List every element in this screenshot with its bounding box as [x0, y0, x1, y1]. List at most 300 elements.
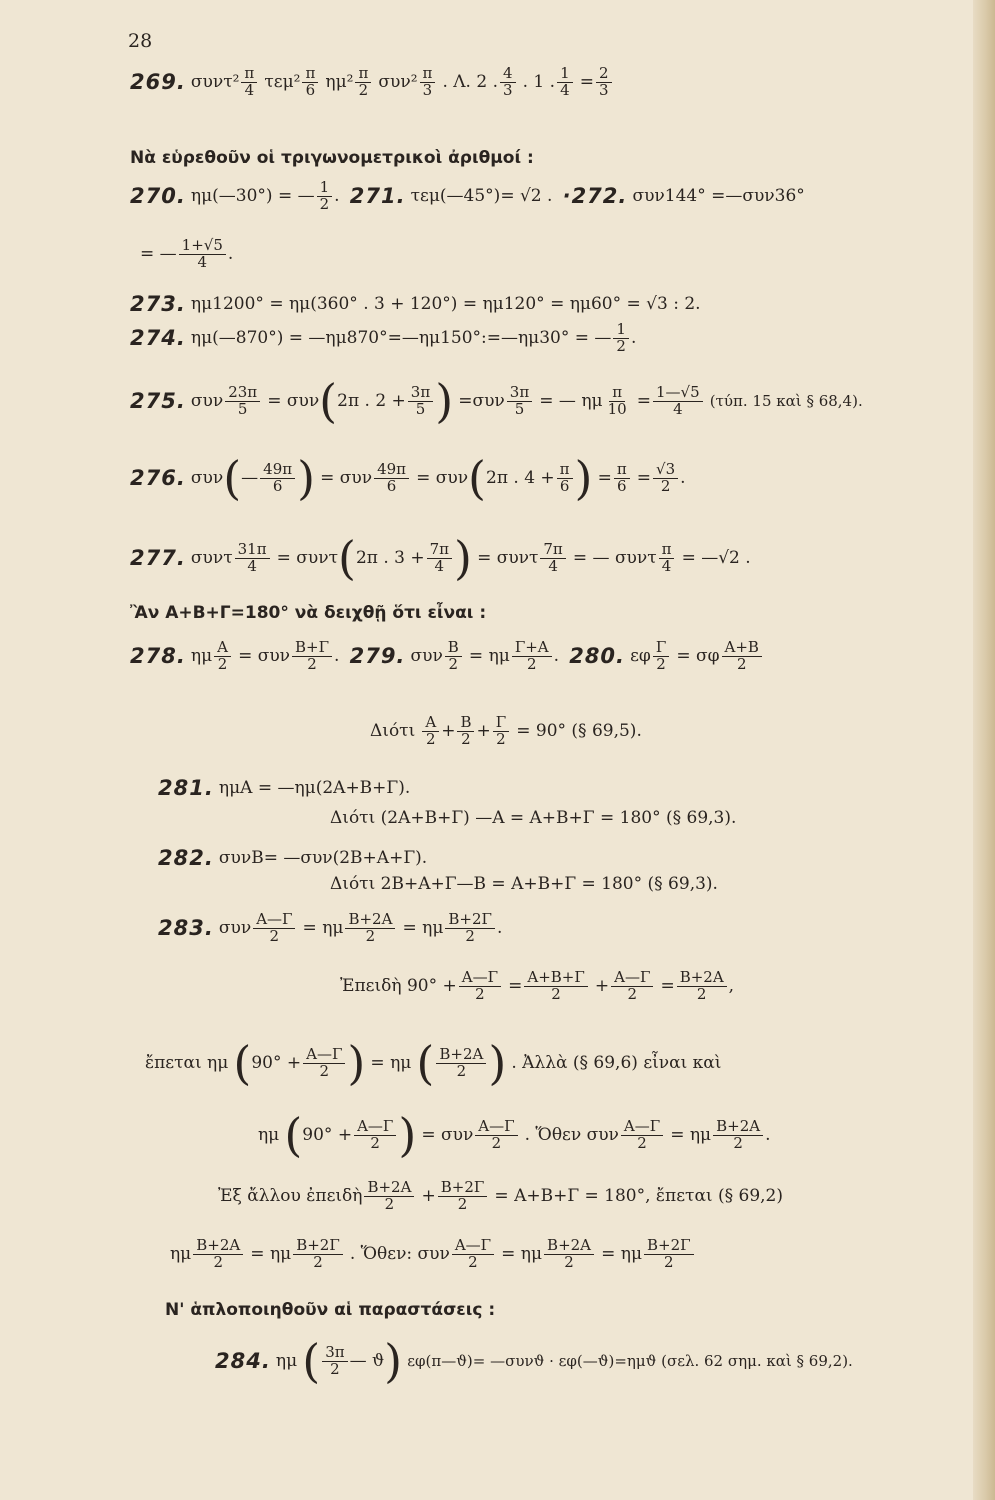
denominator: 6	[559, 476, 570, 495]
fraction	[614, 459, 630, 495]
denominator: 2	[551, 984, 561, 1003]
exercise-277	[130, 531, 751, 585]
expr-text: = συντ	[477, 548, 539, 568]
numerator: 1—√5	[653, 385, 703, 402]
numerator: Β+2Α	[677, 970, 727, 987]
fraction	[225, 382, 260, 418]
numerator: π	[659, 542, 675, 559]
exercise-number: 275.	[130, 389, 186, 413]
paren-left: (	[302, 1334, 321, 1388]
expr-text: = σφ	[676, 646, 720, 667]
numerator: √3	[653, 462, 678, 479]
fraction	[653, 459, 678, 495]
expr-text: . Λ. 2 .	[442, 72, 498, 93]
exercise-283-hence	[258, 1108, 771, 1162]
expr-text: =	[636, 391, 652, 411]
exercise-276	[130, 451, 686, 505]
numerator: Α—Γ	[303, 1047, 345, 1064]
numerator: Α+Β+Γ	[524, 970, 587, 987]
expr-text: = συν	[267, 391, 320, 411]
expr-text: συν	[218, 918, 252, 939]
exercise-number: 278.	[130, 644, 186, 669]
expr-text: ημ	[170, 1244, 192, 1265]
denominator: 4	[247, 556, 257, 575]
numerator: Γ+Α	[512, 640, 552, 657]
denominator: 2	[496, 729, 506, 748]
exercise-number: 270.	[130, 184, 186, 209]
reference-note: (τύπ. 15 καὶ § 68,4).	[709, 392, 863, 410]
numerator: 7π	[540, 542, 565, 559]
numerator: 2	[596, 66, 612, 83]
expr-text: —	[241, 468, 259, 488]
numerator: Β+2Γ	[438, 1180, 488, 1197]
page-number: 28	[128, 30, 153, 52]
denominator: 4	[548, 556, 558, 575]
fraction	[722, 640, 762, 673]
expr-text: τεμ(—45°)= √2 .	[410, 186, 553, 207]
numerator: 7π	[427, 542, 452, 559]
expr-text: 2π . 4 +	[486, 468, 555, 488]
expr-text: = συν	[238, 646, 291, 667]
numerator: 1+√5	[179, 238, 226, 255]
expr-text: .	[334, 186, 340, 207]
numerator: Β+2Α	[193, 1238, 243, 1255]
heading-find-values: Νὰ εὑρεθοῦν οἱ τριγωνομετρικοὶ ἀριθμοί :	[130, 148, 534, 168]
numerator: π	[614, 462, 630, 479]
fraction	[653, 640, 669, 673]
numerator: π	[609, 385, 625, 402]
expr-text: .	[227, 244, 234, 265]
fraction	[677, 970, 727, 1003]
fraction	[557, 66, 573, 99]
exercise-283-conclusion	[170, 1238, 696, 1271]
expr-text: = ημ	[402, 918, 444, 939]
exercise-number: 274.	[130, 326, 186, 351]
exercise-282-reason: Διότι 2Β+Α+Γ—Β = Α+Β+Γ = 180° (§ 69,3).	[330, 874, 718, 894]
exercise-270-272	[130, 180, 805, 213]
expr-text: .	[765, 1125, 771, 1145]
fraction	[422, 715, 439, 748]
denominator: 2	[656, 654, 666, 673]
expr-text: = — συντ	[572, 548, 657, 568]
denominator: 3	[422, 80, 433, 99]
numerator: 4	[500, 66, 516, 83]
paren-right: )	[488, 1036, 507, 1090]
denominator: 6	[616, 476, 627, 495]
denominator: 2	[319, 1061, 330, 1080]
expr-text: = συντ	[276, 548, 338, 568]
denominator: 2	[319, 194, 330, 213]
expr-text: Ἐπειδὴ 90° +	[340, 976, 457, 997]
numerator: Γ	[493, 715, 509, 732]
numerator: Β+2Α	[345, 912, 395, 929]
denominator: 2	[616, 336, 626, 355]
denominator: 2	[733, 1133, 743, 1152]
fraction	[241, 66, 257, 99]
denominator: 4	[560, 80, 570, 99]
expr-text: = 90° (§ 69,5).	[516, 721, 642, 742]
denominator: 2	[269, 926, 280, 945]
denominator: 2	[330, 1359, 340, 1378]
expr-text: = συν	[421, 1125, 474, 1145]
numerator: 31π	[235, 542, 270, 559]
exercise-281-reason: Διότι (2Α+Β+Γ) —Α = Α+Β+Γ = 180° (§ 69,3).	[330, 808, 737, 828]
fraction	[260, 459, 295, 495]
fraction	[507, 382, 532, 418]
fraction	[253, 912, 295, 945]
numerator: Β+2Γ	[445, 912, 495, 929]
fraction	[364, 1180, 414, 1213]
paren-left: (	[337, 531, 356, 585]
expr-text: = Α+Β+Γ = 180°, ἔπεται (§ 69,2)	[494, 1186, 784, 1207]
expr-text: =	[508, 976, 523, 997]
numerator: Β+2Α	[436, 1047, 486, 1064]
denominator: 4	[197, 252, 208, 271]
expr-text: εφ(π—ϑ)= —συνϑ · εφ(—ϑ)=ημϑ (σελ. 62 σημ. καὶ § 69,2).	[407, 1352, 853, 1370]
fraction	[557, 459, 573, 495]
paren-left: (	[319, 374, 338, 428]
paren-right: )	[384, 1334, 403, 1388]
expr-text: = — ημ	[539, 391, 603, 411]
fraction	[611, 970, 653, 1003]
numerator: Α—Γ	[475, 1119, 517, 1136]
exercise-number: 279.	[349, 644, 406, 669]
expr-text: = ημ	[468, 646, 510, 667]
expr-text: = ημ	[601, 1244, 642, 1265]
expr-text: 90° +	[251, 1053, 302, 1073]
numerator: Α—Γ	[452, 1238, 494, 1255]
fraction	[374, 459, 409, 495]
denominator: 5	[237, 399, 248, 418]
numerator: 23π	[225, 385, 260, 402]
denominator: 2	[358, 80, 369, 99]
expr-text: Διότι	[370, 721, 416, 742]
expr-text: — ϑ	[349, 1351, 385, 1371]
fraction	[493, 715, 509, 748]
expr-text: . Ὅθεν συν	[524, 1125, 619, 1145]
fraction	[524, 970, 587, 1003]
expr-text: =	[636, 468, 652, 488]
denominator: 2	[564, 1252, 574, 1271]
expr-text: τεμ²	[264, 72, 301, 93]
fraction	[293, 1238, 343, 1271]
expr-text: 90° +	[302, 1125, 353, 1145]
fraction	[354, 1116, 396, 1152]
fraction	[235, 539, 270, 575]
denominator: 2	[365, 926, 376, 945]
expr-text: ημ	[275, 1351, 298, 1371]
numerator: Α—Γ	[611, 970, 653, 987]
expr-text: 2π . 3 +	[355, 548, 425, 568]
denominator: 4	[673, 399, 683, 418]
numerator: 1	[557, 66, 573, 83]
denominator: 2	[491, 1133, 502, 1152]
denominator: 6	[305, 80, 316, 99]
exercise-272-cont	[140, 238, 233, 271]
numerator: 1	[317, 180, 333, 197]
exercise-283-follows	[145, 1036, 722, 1090]
expr-text: ημ	[190, 646, 213, 667]
paren-right: )	[435, 374, 454, 428]
denominator: 2	[213, 1252, 223, 1271]
numerator: π	[557, 462, 573, 479]
fraction	[436, 1044, 486, 1080]
denominator: 2	[384, 1194, 395, 1213]
numerator: 3π	[322, 1345, 347, 1362]
expr-text: . 1 .	[522, 72, 556, 93]
expr-text: = ημ	[370, 1053, 412, 1073]
expr-text: συντ²	[190, 72, 240, 93]
expr-text: συντ	[190, 548, 233, 568]
denominator: 2	[370, 1133, 380, 1152]
expr-text: .	[680, 468, 686, 488]
numerator: 49π	[260, 462, 295, 479]
fraction	[302, 66, 318, 99]
denominator: 5	[514, 399, 525, 418]
fraction	[644, 1238, 694, 1271]
expr-text: ημ²	[325, 72, 354, 93]
fraction	[322, 1342, 347, 1378]
denominator: 5	[415, 399, 426, 418]
denominator: 2	[475, 984, 485, 1003]
denominator: 3	[598, 80, 609, 99]
numerator: Β+2Α	[364, 1180, 414, 1197]
paren-right: )	[574, 451, 593, 505]
exercise-281	[158, 776, 410, 800]
denominator: 2	[468, 1252, 478, 1271]
numerator: Β+2Α	[713, 1119, 763, 1136]
expr-text: =	[597, 468, 612, 488]
fraction	[445, 912, 495, 945]
denominator: 2	[457, 1194, 468, 1213]
expr-text: =	[660, 976, 675, 997]
expr-text: .	[334, 646, 340, 667]
expr-text: . Ἀλλὰ (§ 69,6) εἶναι καὶ	[511, 1053, 722, 1073]
exercise-282	[158, 846, 427, 870]
expr-text: συν²	[378, 72, 418, 93]
expr-text: ημΑ = —ημ(2Α+Β+Γ).	[218, 778, 411, 798]
expr-text: συν	[190, 468, 224, 488]
exercise-283-besides	[218, 1180, 783, 1213]
paren-left: (	[233, 1036, 252, 1090]
denominator: 2	[425, 729, 436, 748]
denominator: 2	[217, 654, 228, 673]
numerator: Α—Γ	[621, 1119, 663, 1136]
fraction	[713, 1116, 763, 1152]
numerator: π	[420, 66, 436, 83]
fraction	[596, 66, 612, 99]
fraction	[540, 539, 565, 575]
denominator: 4	[661, 556, 672, 575]
expr-text: = ημ	[302, 918, 344, 939]
expr-text: = ημ	[501, 1244, 543, 1265]
expr-text: ημ	[258, 1125, 280, 1145]
exercise-273	[130, 292, 701, 316]
expr-text: =συν	[458, 391, 505, 411]
fraction	[303, 1044, 345, 1080]
exercise-number: ·272.	[562, 184, 628, 209]
numerator: 3π	[507, 385, 532, 402]
numerator: π	[302, 66, 318, 83]
expr-text: +	[441, 721, 456, 742]
expr-text: .	[630, 328, 637, 349]
denominator: 2	[627, 984, 637, 1003]
fraction	[452, 1238, 494, 1271]
numerator: 1	[613, 322, 629, 339]
expr-text: = συν	[416, 468, 469, 488]
denominator: 2	[696, 984, 707, 1003]
expr-text: ,	[728, 976, 735, 997]
fraction	[420, 66, 436, 99]
numerator: Α—Γ	[354, 1119, 396, 1136]
fraction	[621, 1116, 663, 1152]
heading-simplify: Ν' ἁπλοποιηθοῦν αἱ παραστάσεις :	[165, 1300, 496, 1320]
exercise-284	[215, 1334, 853, 1388]
exercise-number: 282.	[158, 846, 214, 870]
expr-text: συν	[190, 391, 224, 411]
fraction	[438, 1180, 488, 1213]
fraction	[500, 66, 516, 99]
exercise-269	[130, 66, 614, 99]
fraction	[214, 640, 231, 673]
fraction	[459, 970, 501, 1003]
fraction	[544, 1238, 594, 1271]
expr-text: = ημ	[250, 1244, 292, 1265]
paren-left: (	[223, 451, 242, 505]
denominator: 2	[526, 654, 537, 673]
paren-left: (	[416, 1036, 435, 1090]
numerator: 3π	[408, 385, 433, 402]
fraction	[408, 382, 433, 418]
expr-text: ἔπεται ημ	[145, 1053, 229, 1073]
expr-text: =	[579, 72, 594, 93]
fraction	[427, 539, 452, 575]
fraction	[659, 539, 675, 575]
paren-right: )	[454, 531, 472, 585]
paren-right: )	[297, 451, 316, 505]
denominator: 2	[637, 1133, 647, 1152]
denominator: 2	[448, 654, 459, 673]
numerator: Α	[214, 640, 231, 657]
fraction	[445, 640, 462, 673]
fraction	[292, 640, 332, 673]
expr-text: = ημ	[670, 1125, 712, 1145]
expr-text: +	[476, 721, 491, 742]
denominator: 10	[607, 399, 627, 418]
expr-text: = —√2 .	[681, 548, 751, 568]
exercise-number: 277.	[130, 546, 186, 570]
denominator: 3	[502, 80, 513, 99]
exercise-280-reason	[370, 715, 642, 748]
fraction	[653, 382, 703, 418]
expr-text: εφ	[630, 646, 651, 667]
exercise-number: 284.	[215, 1349, 271, 1373]
fraction	[613, 322, 629, 355]
expr-text: = συν	[320, 468, 373, 488]
denominator: 2	[736, 654, 747, 673]
denominator: 2	[664, 1252, 674, 1271]
exercise-number: 273.	[130, 292, 186, 316]
exercise-283	[158, 912, 502, 945]
numerator: π	[241, 66, 257, 83]
paren-right: )	[347, 1036, 366, 1090]
numerator: Α+Β	[722, 640, 762, 657]
denominator: 2	[660, 476, 671, 495]
expr-text: ημ(—30°) = —	[190, 186, 315, 207]
numerator: Α—Γ	[253, 912, 295, 929]
denominator: 2	[461, 729, 471, 748]
denominator: 6	[386, 476, 397, 495]
denominator: 6	[272, 476, 283, 495]
numerator: Β+2Γ	[644, 1238, 694, 1255]
exercise-number: 281.	[158, 776, 214, 800]
exercise-274	[130, 322, 636, 355]
denominator: 4	[434, 556, 445, 575]
fraction	[193, 1238, 243, 1271]
fraction	[475, 1116, 517, 1152]
expr-text: ημ1200° = ημ(360° . 3 + 120°) = ημ120° = ημ60° = √3 : 2.	[190, 294, 701, 314]
exercise-number: 283.	[158, 916, 214, 941]
expr-text: συν	[410, 646, 443, 667]
numerator: 49π	[374, 462, 409, 479]
denominator: 4	[244, 80, 255, 99]
numerator: Α	[422, 715, 439, 732]
numerator: Β+2Γ	[293, 1238, 343, 1255]
numerator: Γ	[653, 640, 669, 657]
expr-text: +	[421, 1186, 436, 1207]
exercise-275	[130, 374, 863, 428]
exercise-number: 280.	[569, 644, 626, 669]
expr-text: συνΒ= —συν(2Β+Α+Γ).	[218, 848, 428, 868]
exercise-number: 276.	[130, 466, 186, 490]
exercise-number: 269.	[130, 70, 186, 95]
numerator: π	[355, 66, 371, 83]
expr-text: 2π . 2 +	[337, 391, 406, 411]
fraction	[179, 238, 226, 271]
page-edge	[973, 0, 995, 1500]
expr-text: ημ(—870°) = —ημ870°=—ημ150°:=—ημ30° = —	[190, 328, 612, 349]
expr-text: . Ὅθεν: συν	[349, 1244, 450, 1265]
denominator: 2	[456, 1061, 467, 1080]
fraction	[317, 180, 333, 213]
paren-left: (	[284, 1108, 303, 1162]
fraction	[605, 382, 630, 418]
expr-text: συν144° =—συν36°	[632, 186, 805, 207]
paren-left: (	[468, 451, 486, 505]
expr-text: .	[553, 646, 560, 667]
expr-text: +	[594, 976, 610, 997]
fraction	[512, 640, 552, 673]
exercise-283-since	[340, 970, 734, 1003]
expr-text: .	[496, 918, 503, 939]
paren-right: )	[398, 1108, 417, 1162]
exercise-278-280	[130, 640, 764, 673]
numerator: Β	[457, 715, 474, 732]
numerator: Β	[445, 640, 462, 657]
denominator: 2	[313, 1252, 323, 1271]
heading-prove: Ἂν Α+Β+Γ=180° νὰ δειχθῇ ὅτι εἶναι :	[130, 603, 487, 623]
denominator: 2	[307, 654, 317, 673]
exercise-number: 271.	[349, 184, 406, 209]
denominator: 2	[465, 926, 475, 945]
fraction	[457, 715, 474, 748]
fraction	[345, 912, 395, 945]
numerator: Β+2Α	[544, 1238, 594, 1255]
expr-text: Ἐξ ἄλλου ἐπειδὴ	[218, 1186, 363, 1207]
expr-text: = —	[140, 244, 177, 265]
fraction	[355, 66, 371, 99]
numerator: Β+Γ	[292, 640, 332, 657]
